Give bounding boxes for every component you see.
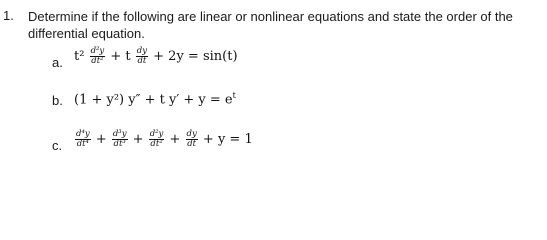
item-c [52, 130, 472, 160]
question-text: Determine if the following are linear or nonlinear equations and state the order of the differential equation. [28, 9, 513, 41]
equation-c [74, 130, 253, 149]
fraction-numerator: d²y [149, 129, 164, 139]
fraction-denominator: dt³ [113, 139, 126, 149]
question-number: 1. [3, 8, 14, 23]
eq-exponent: t [232, 91, 236, 100]
fraction [136, 47, 148, 66]
item-b [52, 87, 472, 117]
item-label: c. [52, 138, 63, 153]
fraction-denominator: dt² [91, 56, 104, 66]
fraction-numerator: dy [186, 129, 197, 139]
fraction [75, 130, 91, 149]
eq-term: t² [74, 49, 85, 64]
eq-term: (1 + y²) y″ + t y′ + y = e [74, 92, 233, 108]
fraction-denominator: dt² [150, 139, 163, 149]
item-label: b. [52, 93, 63, 108]
item-label: a. [52, 55, 63, 70]
eq-term: + y = 1 [202, 132, 253, 147]
eq-term: + t [110, 49, 131, 64]
fraction-numerator: d²y [90, 46, 105, 56]
eq-operator: + [132, 132, 144, 147]
fraction-denominator: dt [187, 139, 197, 149]
eq-operator: + [95, 132, 107, 147]
equation-a [74, 47, 238, 66]
item-a [52, 45, 472, 75]
eq-term: + 2y = sin(t) [153, 49, 238, 64]
fraction-denominator: dt [137, 56, 147, 66]
fraction [90, 47, 106, 66]
eq-operator: + [169, 132, 181, 147]
fraction-numerator: dy [136, 46, 148, 56]
fraction-numerator: d⁴y [76, 129, 90, 139]
fraction [149, 130, 165, 149]
fraction-numerator: d³y [112, 129, 127, 139]
fraction [112, 130, 128, 149]
equation-b [74, 91, 236, 107]
fraction [186, 130, 198, 149]
fraction-denominator: dt⁴ [76, 139, 89, 149]
